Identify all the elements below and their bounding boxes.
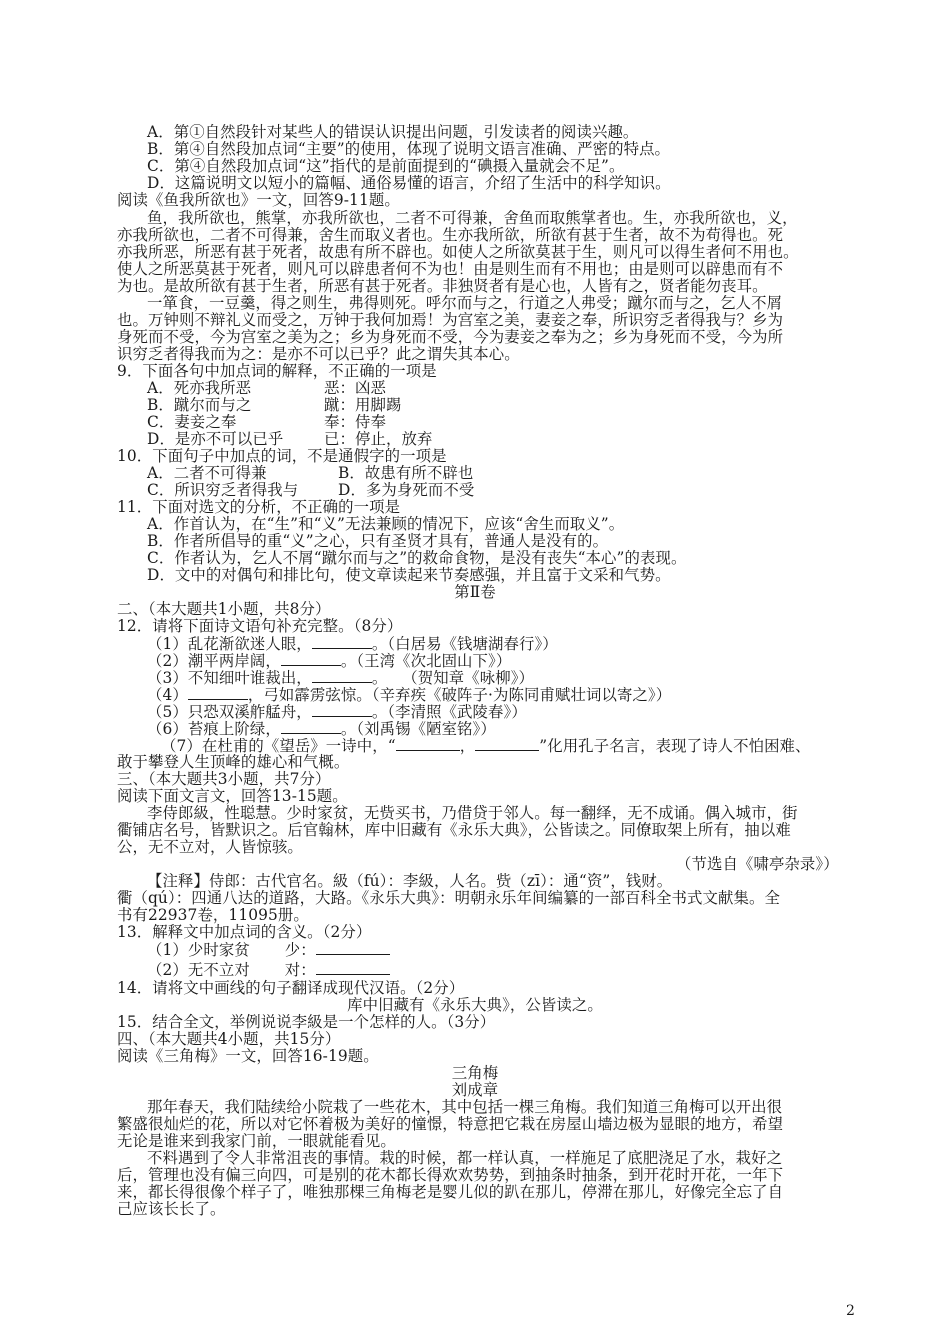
q10-option-d: D．多为身死而不受 xyxy=(338,481,475,499)
q9-gloss-d: 已：停止，放弃 xyxy=(324,430,433,448)
q10-option-c: C．所识穷乏者得我与 xyxy=(147,481,299,499)
q12-item-3: （3）不知细叶谁裁出， 。 （贺知章《咏柳》） xyxy=(147,669,534,687)
passage-line: 使人之所恶莫甚于死者，则凡可以辟患者何不为也！由是则生而有不用也；由是则可以辟患而有不 xyxy=(117,260,784,278)
annotation-line: 衢（qú）：四通八达的道路，大路。《永乐大典》：明朝永乐年间编纂的一部百科全书式文献集。全 xyxy=(117,889,780,907)
passage-line: 识穷乏者得我而为之：是亦不可以已乎？此之谓失其本心。 xyxy=(117,345,520,363)
q8-option-b: B．第④自然段加点词“主要”的使用，体现了说明文语言准确、严密的特点。 xyxy=(147,140,671,158)
article-line: 己应该长长了。 xyxy=(117,1200,226,1218)
volume-title: 第Ⅱ卷 xyxy=(454,583,496,601)
passage-source: （节选自《啸亭杂录》） xyxy=(676,855,839,873)
q10-stem: 10．下面句子中加点的词，不是通假字的一项是 xyxy=(117,447,447,465)
passage-line: 亦我所恶，所恶有甚于死者，故患有所不辟也。如使人之所欲莫甚于生，则凡可以得生者何不用也。 xyxy=(117,243,799,261)
q11-option-a: A．作首认为，在“生”和“义”无法兼顾的情况下，应该“舍生而取义”。 xyxy=(147,515,625,533)
q9-option-a: A．死亦我所恶 xyxy=(147,379,252,397)
article-line: 那年春天，我们陆续给小院栽了一些花木，其中包括一棵三角梅。我们知道三角梅可以开出很 xyxy=(147,1098,783,1116)
answer-blank[interactable] xyxy=(281,720,341,734)
q9-option-b: B．蹴尔而与之 xyxy=(147,396,252,414)
q12-item-7-cont: 敢于攀登人生顶峰的雄心和气概。 xyxy=(117,753,350,771)
q8-option-d: D．这篇说明文以短小的篇幅、通俗易懂的语言，介绍了生活中的科学知识。 xyxy=(147,174,671,192)
answer-blank[interactable] xyxy=(281,652,341,666)
answer-blank[interactable] xyxy=(396,737,460,751)
q9-gloss-a: 恶：凶恶 xyxy=(324,379,386,397)
q11-option-d: D．文中的对偶句和排比句，使文章读起来节奏感强，并且富于文采和气势。 xyxy=(147,566,671,584)
q15-stem: 15．结合全文，举例说说李級是一个怎样的人。（3分） xyxy=(117,1013,496,1031)
answer-blank[interactable] xyxy=(316,941,390,955)
part4-header: 四、（本大题共4小题，共15分） xyxy=(117,1030,341,1048)
q11-option-b: B．作者所倡导的重“义”之心，只有圣贤才具有，普通人是没有的。 xyxy=(147,532,609,550)
passage-line: 为也。是故所欲有甚于生者，所恶有甚于死者。非独贤者有是心也，人皆有之，贤者能勿丧耳。 xyxy=(117,277,768,295)
answer-blank[interactable] xyxy=(312,703,372,717)
q12-item-4: （4） ，弓如霹雳弦惊。（辛弃疾《破阵子·为陈同甫赋壮词以寄之》） xyxy=(147,686,672,704)
annotation-line: 书有22937卷，11095册。 xyxy=(117,906,309,924)
passage-line: 公，无不立对，人皆惊骇。 xyxy=(117,838,303,856)
passage-line: 鱼，我所欲也，熊掌，亦我所欲也，二者不可得兼，舍鱼而取熊掌者也。生，亦我所欲也，义， xyxy=(147,209,798,227)
q9-option-d: D．是亦不可以已乎 xyxy=(147,430,284,448)
q12-item-7: （7）在杜甫的《望岳》一诗中，“ ， ”化用孔子名言，表现了诗人不怕困难、 xyxy=(161,737,811,755)
q9-gloss-b: 蹴：用脚踢 xyxy=(324,396,402,414)
q12-item-5: （5）只恐双溪舴艋舟， 。（李清照《武陵春》） xyxy=(147,703,527,721)
part2-header: 二、（本大题共1小题，共8分） xyxy=(117,600,331,618)
q12-stem: 12．请将下面诗文语句补充完整。（8分） xyxy=(117,617,403,635)
q12-item-6: （6）苔痕上阶绿， 。（刘禹锡《陋室铭》） xyxy=(147,720,496,738)
q9-gloss-c: 奉：侍奉 xyxy=(324,413,386,431)
page-number: 2 xyxy=(846,1303,855,1319)
article-line: 后，管理也没有偏三向四，可是别的花木都长得欢欢势势，到抽条时抽条，到开花时开花，一年下 xyxy=(117,1166,784,1184)
passage-line: 李侍郎級，性聪慧。少时家贫，无赀买书，乃借贷于邻人。每一翻绎，无不成诵。偶入城市，街 xyxy=(147,804,798,822)
q12-item-2: （2）潮平两岸阔， 。（王湾《次北固山下》） xyxy=(147,652,512,670)
q10-option-b: B．故患有所不辟也 xyxy=(338,464,474,482)
passage-line: 身死而不受，今为宫室之美为之；乡为身死而不受，今为妻妾之奉为之；乡为身死而不受，今为所 xyxy=(117,328,784,346)
answer-blank[interactable] xyxy=(316,961,390,975)
passage-line: 一箪食，一豆羹，得之则生，弗得则死。呼尔而与之，行道之人弗受；蹴尔而与之，乞人不屑 xyxy=(147,294,783,312)
q13-item-1: （1）少时家贫 少： xyxy=(147,941,390,959)
section-intro: 阅读《鱼我所欲也》一文，回答9-11题。 xyxy=(117,191,400,209)
q9-option-c: C．妻妾之奉 xyxy=(147,413,237,431)
part4-intro: 阅读《三角梅》一文，回答16-19题。 xyxy=(117,1047,379,1065)
part3-intro: 阅读下面文言文，回答13-15题。 xyxy=(117,787,348,805)
answer-blank[interactable] xyxy=(188,686,248,700)
q13-stem: 13．解释文中加点词的含义。（2分） xyxy=(117,923,372,941)
q11-option-c: C．作者认为，乞人不屑“蹴尔而与之”的救命食物，是没有丧失“本心”的表现。 xyxy=(147,549,687,567)
answer-blank[interactable] xyxy=(475,737,539,751)
q14-stem: 14．请将文中画线的句子翻译成现代汉语。（2分） xyxy=(117,979,465,997)
q10-option-a: A．二者不可得兼 xyxy=(147,464,267,482)
q11-stem: 11．下面对选文的分析，不正确的一项是 xyxy=(117,498,401,516)
passage-line: 亦我所欲也，二者不可得兼，舍生而取义者也。生亦我所欲，所欲有甚于生者，故不为苟得也。死 xyxy=(117,226,784,244)
article-author: 刘成章 xyxy=(451,1081,499,1099)
q14-sentence: 库中旧藏有《永乐大典》，公皆读之。 xyxy=(347,996,603,1014)
passage-line: 衢铺店名号，皆默识之。后官翰林，库中旧藏有《永乐大典》，公皆读之。同僚取架上所有，抽以难 xyxy=(117,821,791,839)
q13-item-2: （2）无不立对 对： xyxy=(147,961,390,979)
q8-option-c: C．第④自然段加点词“这”指代的是前面提到的“碘摄入量就会不足”。 xyxy=(147,157,625,175)
part3-header: 三、（本大题共3小题，共7分） xyxy=(117,770,331,788)
annotation-line: 【注释】侍郎：古代官名。級（fú）：李級，人名。赀（zī）：通“资”，钱财。 xyxy=(147,872,673,890)
answer-blank[interactable] xyxy=(312,669,372,683)
article-line: 不料遇到了令人非常沮丧的事情。栽的时候，都一样认真，一样施足了底肥浇足了水，栽好之 xyxy=(147,1149,783,1167)
article-line: 繁盛很灿烂的花，所以对它怀着极为美好的憧憬，特意把它栽在房屋山墙边极为显眼的地方，希望 xyxy=(117,1115,784,1133)
q9-stem: 9．下面各句中加点词的解释，不正确的一项是 xyxy=(117,362,437,380)
answer-blank[interactable] xyxy=(312,635,372,649)
article-line: 无论是谁来到我家门前，一眼就能看见。 xyxy=(117,1132,396,1150)
q8-option-a: A．第①自然段针对某些人的错误认识提出问题，引发读者的阅读兴趣。 xyxy=(147,123,639,141)
passage-line: 也。万钟则不辩礼义而受之，万钟于我何加焉！为宫室之美，妻妾之奉，所识穷乏者得我与？乡为 xyxy=(117,311,784,329)
article-line: 来，都长得很像个样子了，唯独那棵三角梅老是婴儿似的趴在那儿，停滞在那儿，好像完全忘了自 xyxy=(117,1183,784,1201)
article-title: 三角梅 xyxy=(451,1064,499,1082)
q12-item-1: （1）乱花渐欲迷人眼， 。（白居易《钱塘湖春行》） xyxy=(147,635,558,653)
